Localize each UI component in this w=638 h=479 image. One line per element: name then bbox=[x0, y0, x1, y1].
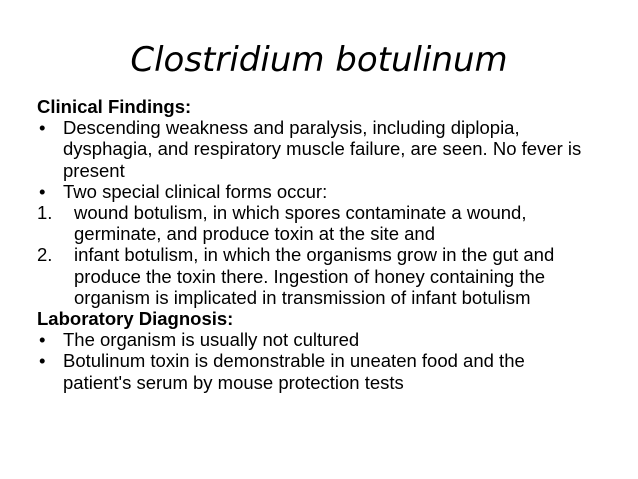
bullet-marker: • bbox=[39, 329, 46, 351]
list-item-text: The organism is usually not cultured bbox=[63, 329, 360, 351]
numbered-item-text: wound botulism, in which spores contaminate a wound, germinate, and produce toxin at the site and bbox=[74, 202, 527, 245]
laboratory-diagnosis-heading: Laboratory Diagnosis: bbox=[37, 308, 234, 330]
list-item-text: Botulinum toxin is demonstrable in uneaten food and the patient's serum by mouse protection tests bbox=[63, 350, 525, 393]
list-item bbox=[37, 350, 597, 392]
bullet-marker: • bbox=[39, 117, 46, 139]
numbered-item bbox=[37, 202, 597, 244]
numbered-item-text: infant botulism, in which the organisms grow in the gut and produce the toxin there. Ingestion of honey containing the organism is implicated in transmission of infant botulism bbox=[74, 244, 555, 308]
slide-body bbox=[37, 96, 597, 393]
numbered-item bbox=[37, 244, 597, 308]
number-marker: 1. bbox=[37, 202, 53, 224]
list-item bbox=[37, 181, 597, 202]
list-item-text: Descending weakness and paralysis, including diplopia, dysphagia, and respiratory muscle failure, are seen. No fever is present bbox=[63, 117, 582, 181]
list-item-text: Two special clinical forms occur: bbox=[63, 180, 328, 202]
clinical-findings-heading: Clinical Findings: bbox=[37, 96, 192, 117]
list-item bbox=[37, 117, 597, 181]
bullet-marker: • bbox=[39, 180, 46, 202]
number-marker: 2. bbox=[37, 244, 53, 266]
bullet-marker: • bbox=[39, 350, 46, 372]
list-item bbox=[37, 329, 597, 350]
slide-title: Clostridium botulinum bbox=[130, 40, 508, 80]
